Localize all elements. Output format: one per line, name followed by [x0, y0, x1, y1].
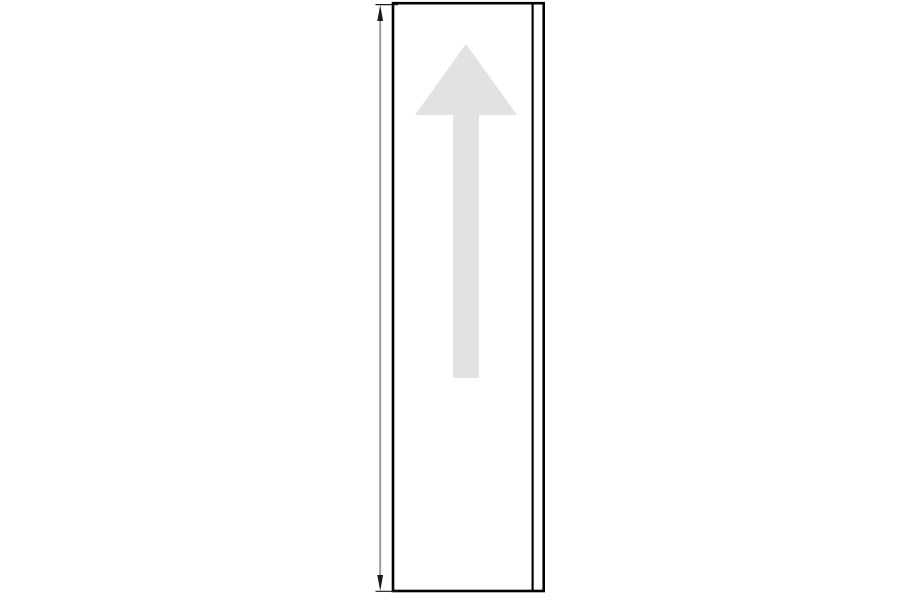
dimension-line [376, 5, 399, 592]
dimension-arrow-up-icon [377, 5, 383, 21]
dimension-arrow-down-icon [377, 575, 383, 591]
direction-up-arrow-icon [415, 44, 517, 378]
